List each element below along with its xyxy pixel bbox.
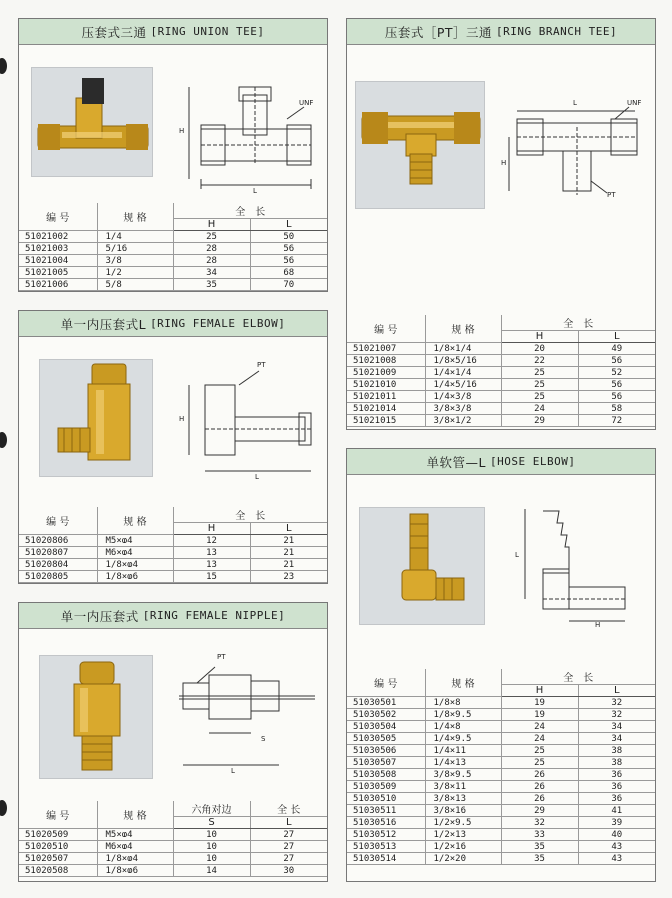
cell-l: 21	[250, 547, 327, 559]
cell-size: 5/8	[97, 279, 173, 291]
cell-l: 39	[578, 817, 655, 829]
dim-label: H	[179, 127, 185, 135]
cell-l: 36	[578, 793, 655, 805]
col-header-size: 规 格	[97, 203, 173, 231]
cell-code: 51021006	[19, 279, 97, 291]
table-row	[19, 547, 327, 559]
dim-label: L	[231, 767, 235, 775]
cell-size: M6×ⱷ4	[97, 841, 173, 853]
cell-size: 1/2×9.5	[425, 817, 501, 829]
cell-size: M6×ⱷ4	[97, 547, 173, 559]
table-row	[19, 853, 327, 865]
technical-drawing	[179, 361, 325, 491]
product-title	[19, 311, 327, 337]
product-title	[19, 603, 327, 629]
table-row	[347, 829, 655, 841]
dim-label: H	[179, 415, 185, 423]
cell-code: 51030512	[347, 829, 425, 841]
product-title	[19, 19, 327, 45]
cell-code: 51030509	[347, 781, 425, 793]
cell-size: 3/8×16	[425, 805, 501, 817]
table-row	[19, 865, 327, 877]
cell-size: 1/4×9.5	[425, 733, 501, 745]
cell-h: 25	[501, 367, 578, 379]
cell-h: 35	[501, 853, 578, 865]
cell-code: 51030507	[347, 757, 425, 769]
product-hose-elbow	[346, 448, 656, 882]
cell-code: 51030510	[347, 793, 425, 805]
cell-l: 32	[578, 709, 655, 721]
product-photo	[359, 507, 485, 625]
cell-h: 24	[501, 733, 578, 745]
cell-h: 35	[173, 279, 250, 291]
table-row	[347, 745, 655, 757]
table-row	[347, 853, 655, 865]
cell-h: 12	[173, 535, 250, 547]
cell-h: 28	[173, 243, 250, 255]
dim-label: PT	[607, 191, 616, 199]
table-row	[347, 781, 655, 793]
table-row	[19, 243, 327, 255]
cell-l: 38	[578, 757, 655, 769]
cell-code: 51030511	[347, 805, 425, 817]
cell-h: 20	[501, 343, 578, 355]
table-row	[347, 709, 655, 721]
cell-h: 13	[173, 547, 250, 559]
cell-code: 51030501	[347, 697, 425, 709]
dim-label: UNF	[627, 99, 642, 107]
dim-label: UNF	[299, 99, 314, 107]
title-en: [RING FEMALE ELBOW]	[150, 317, 286, 330]
table-row	[19, 279, 327, 291]
cell-code: 51021003	[19, 243, 97, 255]
product-title	[347, 19, 655, 45]
cell-h: 26	[501, 781, 578, 793]
cell-l: 68	[250, 267, 327, 279]
cell-l: 56	[578, 391, 655, 403]
dim-label: S	[261, 735, 266, 743]
title-cn: 单一内压套式L	[60, 316, 147, 332]
cell-size: 1/4×5/16	[425, 379, 501, 391]
cell-code: 51030502	[347, 709, 425, 721]
col-header-hex: 六角对边	[173, 801, 250, 817]
cell-size: 1/8×9.5	[425, 709, 501, 721]
cell-size: 1/2×13	[425, 829, 501, 841]
cell-code: 51030513	[347, 841, 425, 853]
cell-code: 51030514	[347, 853, 425, 865]
cell-h: 13	[173, 559, 250, 571]
cell-size: 3/8×9.5	[425, 769, 501, 781]
col-header-code: 编 号	[19, 801, 97, 829]
cell-h: 29	[501, 415, 578, 427]
cell-code: 51021005	[19, 267, 97, 279]
table-row	[347, 391, 655, 403]
cell-size: 1/4×13	[425, 757, 501, 769]
table-row	[347, 415, 655, 427]
product-photo	[39, 655, 153, 779]
table-row	[347, 721, 655, 733]
table-row	[19, 535, 327, 547]
table-row	[347, 379, 655, 391]
col-header-group: 全 长	[501, 315, 655, 331]
col-header-h: H	[501, 685, 578, 697]
spec-table	[347, 315, 655, 427]
cell-s: 14	[173, 865, 250, 877]
cell-size: 1/8×8	[425, 697, 501, 709]
cell-l: 32	[578, 697, 655, 709]
table-row	[19, 255, 327, 267]
cell-l: 21	[250, 559, 327, 571]
title-cn: 单一内压套式	[60, 608, 139, 624]
col-header-s: S	[173, 817, 250, 829]
cell-size: 1/8×1/4	[425, 343, 501, 355]
cell-h: 19	[501, 709, 578, 721]
product-title	[347, 449, 655, 475]
title-cn: 压套式三通	[81, 24, 147, 40]
cell-code: 51021008	[347, 355, 425, 367]
cell-l: 38	[578, 745, 655, 757]
cell-code: 51021002	[19, 231, 97, 243]
dim-label: PT	[217, 653, 226, 661]
cell-size: 3/8×13	[425, 793, 501, 805]
cell-l: 40	[578, 829, 655, 841]
cell-size: 1/4	[97, 231, 173, 243]
cell-size: 1/2×20	[425, 853, 501, 865]
product-ring-female-elbow	[18, 310, 328, 584]
cell-l: 50	[250, 231, 327, 243]
cell-h: 22	[501, 355, 578, 367]
cell-code: 51030506	[347, 745, 425, 757]
cell-code: 51021011	[347, 391, 425, 403]
cell-size: 3/8×1/2	[425, 415, 501, 427]
title-cn: 单软管—L	[426, 454, 486, 470]
cell-code: 51021010	[347, 379, 425, 391]
cell-size: 1/8×ⱷ6	[97, 865, 173, 877]
cell-code: 51020807	[19, 547, 97, 559]
cell-h: 26	[501, 793, 578, 805]
cell-l: 43	[578, 853, 655, 865]
cell-h: 25	[501, 391, 578, 403]
col-header-code: 编 号	[347, 669, 425, 697]
cell-l: 43	[578, 841, 655, 853]
cell-l: 23	[250, 571, 327, 583]
cell-size: 1/8×5/16	[425, 355, 501, 367]
cell-code: 51020509	[19, 829, 97, 841]
cell-l: 21	[250, 535, 327, 547]
cell-size: 5/16	[97, 243, 173, 255]
dim-label: PT	[257, 361, 266, 369]
table-row	[347, 757, 655, 769]
cell-code: 51020510	[19, 841, 97, 853]
cell-h: 25	[501, 379, 578, 391]
spec-table	[19, 801, 327, 877]
binder-hole	[0, 432, 7, 448]
table-row	[347, 733, 655, 745]
cell-size: 1/8×ⱷ6	[97, 571, 173, 583]
cell-h: 29	[501, 805, 578, 817]
table-row	[19, 267, 327, 279]
cell-code: 51030516	[347, 817, 425, 829]
title-en: [RING FEMALE NIPPLE]	[142, 609, 286, 622]
cell-l: 56	[578, 379, 655, 391]
dim-label: L	[573, 99, 577, 107]
cell-code: 51021007	[347, 343, 425, 355]
dim-label: H	[501, 159, 507, 167]
table-row	[347, 343, 655, 355]
cell-code: 51021004	[19, 255, 97, 267]
cell-size: 1/2	[97, 267, 173, 279]
table-row	[347, 403, 655, 415]
product-ring-union-tee	[18, 18, 328, 292]
cell-l: 72	[578, 415, 655, 427]
cell-code: 51030504	[347, 721, 425, 733]
cell-size: M5×ⱷ4	[97, 535, 173, 547]
cell-l: 49	[578, 343, 655, 355]
spec-table	[347, 669, 655, 865]
title-en: [RING UNION TEE]	[150, 25, 265, 38]
table-row	[347, 841, 655, 853]
cell-h: 19	[501, 697, 578, 709]
product-ring-branch-tee	[346, 18, 656, 430]
title-en: [HOSE ELBOW]	[489, 455, 576, 468]
cell-h: 24	[501, 721, 578, 733]
cell-l: 27	[250, 841, 327, 853]
cell-h: 35	[501, 841, 578, 853]
technical-drawing	[503, 97, 653, 207]
col-header-size: 规 格	[425, 669, 501, 697]
cell-h: 34	[173, 267, 250, 279]
cell-l: 41	[578, 805, 655, 817]
col-header-l: L	[578, 331, 655, 343]
col-header-h: H	[173, 523, 250, 535]
product-photo	[39, 359, 153, 477]
col-header-l: L	[578, 685, 655, 697]
cell-code: 51020804	[19, 559, 97, 571]
product-photo	[355, 81, 485, 209]
cell-size: 3/8×11	[425, 781, 501, 793]
dim-label: L	[253, 187, 257, 195]
cell-size: 1/2×16	[425, 841, 501, 853]
cell-size: 3/8×3/8	[425, 403, 501, 415]
cell-code: 51020508	[19, 865, 97, 877]
product-ring-female-nipple	[18, 602, 328, 882]
binder-hole	[0, 58, 7, 74]
col-header-code: 编 号	[19, 507, 97, 535]
title-en: [RING BRANCH TEE]	[496, 25, 618, 38]
cell-h: 28	[173, 255, 250, 267]
cell-h: 33	[501, 829, 578, 841]
cell-code: 51030508	[347, 769, 425, 781]
cell-l: 27	[250, 829, 327, 841]
cell-size: M5×ⱷ4	[97, 829, 173, 841]
cell-code: 51020507	[19, 853, 97, 865]
binder-hole	[0, 800, 7, 816]
cell-code: 51020806	[19, 535, 97, 547]
technical-drawing	[175, 653, 325, 783]
dim-label: L	[255, 473, 259, 481]
title-cn: 压套式［PT］三通	[384, 24, 493, 40]
technical-drawing	[179, 79, 324, 197]
col-header-length: 全 长	[250, 801, 327, 817]
table-row	[347, 367, 655, 379]
cell-size: 1/4×1/4	[425, 367, 501, 379]
cell-h: 15	[173, 571, 250, 583]
cell-h: 24	[501, 403, 578, 415]
cell-l: 27	[250, 853, 327, 865]
cell-size: 1/8×ⱷ4	[97, 853, 173, 865]
cell-size: 1/4×8	[425, 721, 501, 733]
product-photo	[31, 67, 153, 177]
cell-size: 1/4×3/8	[425, 391, 501, 403]
cell-s: 10	[173, 841, 250, 853]
cell-l: 58	[578, 403, 655, 415]
table-row	[347, 355, 655, 367]
col-header-group: 全 长	[173, 507, 327, 523]
col-header-l: L	[250, 523, 327, 535]
col-header-h: H	[501, 331, 578, 343]
col-header-l: L	[250, 817, 327, 829]
cell-l: 36	[578, 769, 655, 781]
col-header-group: 全 长	[173, 203, 327, 219]
table-row	[347, 769, 655, 781]
spec-table	[19, 203, 327, 291]
table-row	[19, 829, 327, 841]
cell-size: 1/4×11	[425, 745, 501, 757]
table-row	[347, 697, 655, 709]
cell-code: 51030505	[347, 733, 425, 745]
col-header-size: 规 格	[425, 315, 501, 343]
cell-h: 25	[501, 757, 578, 769]
dim-label: H	[595, 621, 601, 629]
cell-code: 51021014	[347, 403, 425, 415]
cell-s: 10	[173, 829, 250, 841]
cell-l: 70	[250, 279, 327, 291]
cell-code: 51021015	[347, 415, 425, 427]
col-header-l: L	[250, 219, 327, 231]
table-row	[19, 231, 327, 243]
table-row	[347, 793, 655, 805]
table-row	[19, 841, 327, 853]
col-header-h: H	[173, 219, 250, 231]
col-header-code: 编 号	[19, 203, 97, 231]
cell-l: 56	[578, 355, 655, 367]
col-header-size: 规 格	[97, 507, 173, 535]
cell-l: 34	[578, 733, 655, 745]
table-row	[347, 817, 655, 829]
cell-l: 56	[250, 255, 327, 267]
dim-label: L	[515, 551, 519, 559]
cell-h: 25	[173, 231, 250, 243]
cell-h: 32	[501, 817, 578, 829]
cell-h: 25	[501, 745, 578, 757]
table-row	[347, 805, 655, 817]
cell-code: 51021009	[347, 367, 425, 379]
col-header-size: 规 格	[97, 801, 173, 829]
cell-s: 10	[173, 853, 250, 865]
table-row	[19, 571, 327, 583]
cell-l: 56	[250, 243, 327, 255]
cell-l: 36	[578, 781, 655, 793]
technical-drawing	[507, 503, 653, 633]
table-row	[19, 559, 327, 571]
cell-size: 1/8×ⱷ4	[97, 559, 173, 571]
cell-l: 52	[578, 367, 655, 379]
col-header-code: 编 号	[347, 315, 425, 343]
cell-code: 51020805	[19, 571, 97, 583]
cell-l: 34	[578, 721, 655, 733]
cell-h: 26	[501, 769, 578, 781]
col-header-group: 全 长	[501, 669, 655, 685]
spec-table	[19, 507, 327, 583]
cell-size: 3/8	[97, 255, 173, 267]
cell-l: 30	[250, 865, 327, 877]
